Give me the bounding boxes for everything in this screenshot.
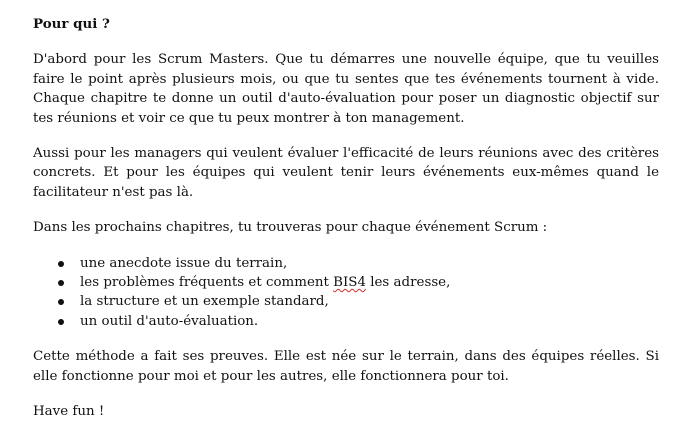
paragraph-scrum-masters: D'abord pour les Scrum Masters. Que tu démarres une nouvelle équipe, que tu veuilles faire le point après plusieurs mois, ou que tu sentes que tes événements tournent à vide. Chaque chapitre te donne un outil d'auto-évaluation pour poser un diagnostic objectif sur tes réunions et voir ce que tu peux montrer à ton management. [33,52,659,126]
document-page [33,15,659,438]
paragraph-managers: Aussi pour les managers qui veulent évaluer l'efficacité de leurs réunions avec des critères concrets. Et pour les équipes qui veulent tenir leurs événements eux-mêmes quand le facilitateur n'est pas là. [33,146,659,200]
section-heading: Pour qui ? [33,16,110,32]
list-item-text: un outil d'auto-évaluation. [80,313,259,329]
list-item-text-before: les problèmes fréquents et comment [80,275,334,291]
bullet-list [33,254,659,332]
paragraph-closing: Have fun ! [33,404,105,420]
list-item [33,292,659,311]
paragraph-method: Cette méthode a fait ses preuves. Elle est née sur le terrain, dans des équipes réelles. Si elle fonctionne pour moi et pour les autres, elle fonctionnera pour toi. [33,349,659,384]
bullet-dot-icon [58,280,64,286]
bullet-dot-icon [58,261,64,267]
list-item [33,312,659,331]
list-item [33,254,659,273]
paragraph-intro-list: Dans les prochains chapitres, tu trouveras pour chaque événement Scrum : [33,220,548,236]
list-item-text: la structure et un exemple standard, [80,294,329,310]
bullet-dot-icon [58,299,64,305]
spellcheck-flagged-word[interactable]: BIS4 [333,275,366,291]
list-item-text-after: les adresse, [365,275,451,291]
list-item-text: une anecdote issue du terrain, [80,255,288,271]
bullet-dot-icon [58,319,64,325]
list-item [33,273,659,292]
